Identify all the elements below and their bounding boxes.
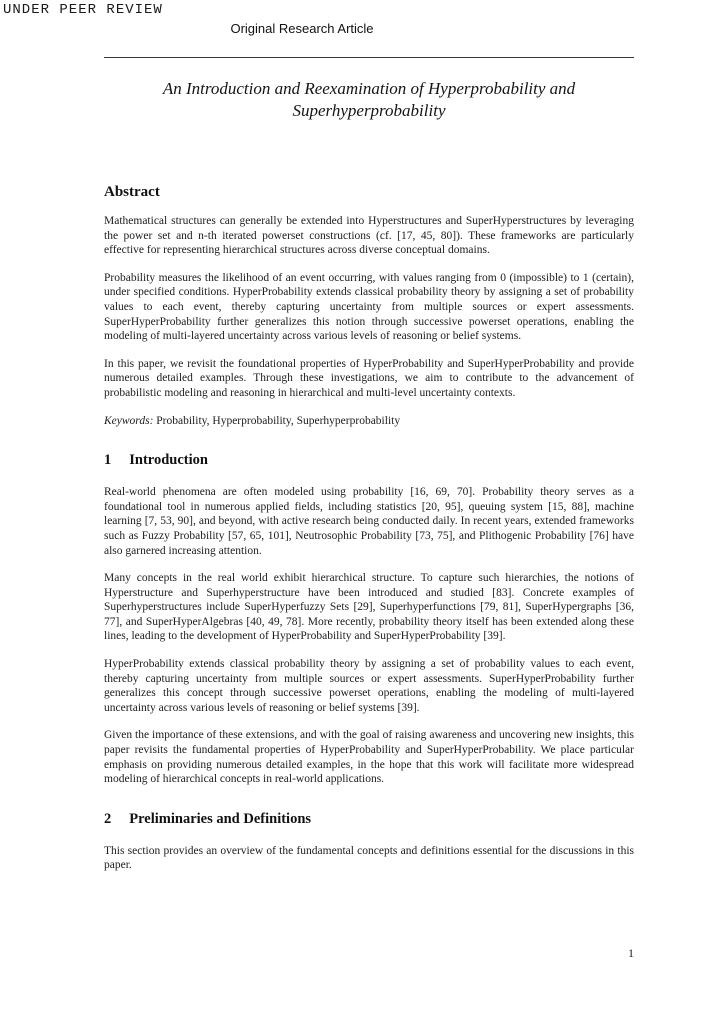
paper-content	[104, 0, 634, 886]
keywords-text: Probability, Hyperprobability, Superhyperprobability	[153, 414, 401, 427]
section-number: 2	[104, 810, 112, 827]
page-number: 1	[628, 946, 634, 960]
section-title: Preliminaries and Definitions	[129, 810, 312, 827]
introduction-paragraph-1: Real-world phenomena are often modeled using probability [16, 69, 70]. Probability theory serves as a foundational tool in numerous applied fields, including statistics [20, 95], queuing system [15, 88], machine learning [7, 53, 90], and beyond, with active research being conducted daily. In recent years, extended frameworks such as Fuzzy Probability [57, 65, 101], Neutrosophic Probability [73, 75], and Plithogenic Probability [76] have also garnered increasing attention.	[104, 486, 634, 557]
preliminaries-paragraph-1: This section provides an overview of the fundamental concepts and definitions essential for the discussions in this paper.	[104, 844, 634, 872]
abstract-paragraph-2: Probability measures the likelihood of an event occurring, with values ranging from 0 (impossible) to 1 (certain), under specified conditions. HyperProbability extends classical probability theory by assigning a set of probability values to each event, thereby capturing uncertainty from multiple sources or expert assessments. SuperHyperProbability further generalizes this notion through successive powerset operations, enabling the modeling of multi-layered uncertainty across various levels of reasoning or belief systems.	[104, 271, 634, 343]
abstract-paragraph-1: Mathematical structures can generally be extended into Hyperstructures and SuperHyperstructures by leveraging the power set and n-th iterated powerset constructions (cf. [17, 45, 80]). These frameworks are particularly effective for representing hierarchical structures across diverse conceptual domains.	[104, 215, 634, 257]
running-header: Original Research Article	[230, 21, 374, 36]
section-number: 1	[104, 452, 112, 469]
abstract-paragraph-3: In this paper, we revisit the foundational properties of HyperProbability and SuperHyperProbability and provide numerous detailed examples. Through these investigations, we aim to contribute to the advancement of probabilistic modeling and reasoning in hierarchical and multi-level uncertainty contexts.	[104, 357, 634, 399]
keywords-label: Keywords:	[104, 414, 154, 427]
section-heading-preliminaries	[104, 811, 634, 828]
section-title: Introduction	[129, 452, 208, 469]
introduction-paragraph-2: Many concepts in the real world exhibit hierarchical structure. To capture such hierarchies, the notions of Hyperstructure and Superhyperstructure have been introduced and studied [83]. Concrete examples of Superhyperstructures include SuperHyperfuzzy Sets [29], Superhyperfunctions [79, 81], SuperHypergraphs [36, 77], and SuperHyperAlgebras [40, 49, 78]. More recently, probability theory itself has been extended along these lines, leading to the development of HyperProbability and SuperHyperProbability [39].	[104, 572, 634, 643]
abstract-heading: Abstract	[104, 184, 160, 200]
paper-title: An Introduction and Reexamination of Hyperprobability and Superhyperprobability	[162, 79, 576, 120]
keywords-line	[104, 414, 634, 429]
peer-review-watermark: UNDER PEER REVIEW	[3, 2, 163, 18]
section-heading-introduction	[104, 452, 634, 469]
introduction-paragraph-3: HyperProbability extends classical probability theory by assigning a set of probability values to each event, thereby capturing uncertainty from multiple sources or expert assessments. SuperHyperProbability further generalizes this concept through successive powerset operations, enabling the modeling of multi-layered uncertainty across various levels of reasoning or belief systems [39].	[104, 658, 634, 714]
introduction-paragraph-4: Given the importance of these extensions, and with the goal of raising awareness and uncovering new insights, this paper revisits the fundamental properties of HyperProbability and SuperHyperProbability. We place particular emphasis on providing numerous detailed examples, in the hope that this work will facilitate more widespread modeling of hierarchical concepts in real-world applications.	[104, 729, 634, 786]
